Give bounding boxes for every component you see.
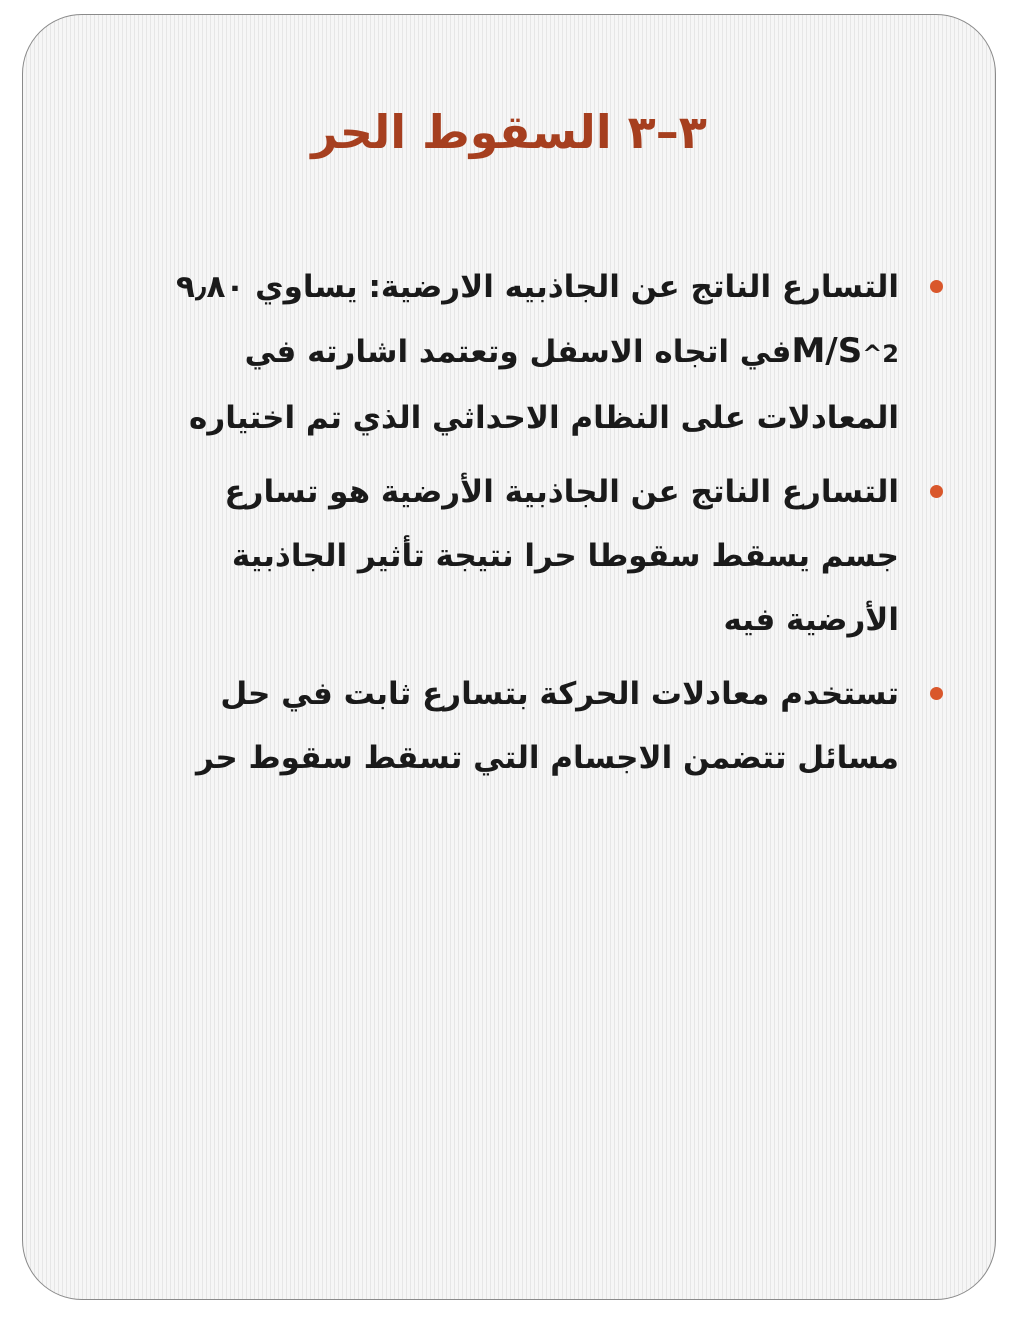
bullet-item-motion-equations	[165, 662, 945, 790]
bullet-text: تستخدم معادلات الحركة بتسارع ثابت في حل مسائل تتضمن الاجسام التي تسقط سقوط حر	[196, 676, 899, 776]
bullet-item-gravity-definition	[165, 460, 945, 652]
slide	[22, 14, 996, 1300]
bullet-item-gravity-acceleration-value	[165, 255, 945, 450]
unit-label	[791, 331, 899, 371]
bullet-dot-icon	[930, 280, 943, 293]
bullet-text-part-1: التسارع الناتج عن الجاذبيه الارضية: يساوي ٩٫٨٠	[176, 269, 899, 305]
unit-exponent: ^2	[862, 340, 899, 368]
bullet-text: التسارع الناتج عن الجاذبية الأرضية هو تسارع جسم يسقط سقوطا حرا نتيجة تأثير الجاذبية الأرضية فيه	[224, 474, 899, 638]
bullet-dot-icon	[930, 485, 943, 498]
bullet-text-part-2: في اتجاه الاسفل وتعتمد اشارته في المعادلات على النظام الاحداثي الذي تم اختياره	[189, 334, 899, 436]
unit-main: M/S	[791, 331, 863, 371]
slide-title: ٣–٣ السقوط الحر	[311, 105, 707, 159]
bullet-dot-icon	[930, 687, 943, 700]
bullet-list	[165, 255, 945, 800]
